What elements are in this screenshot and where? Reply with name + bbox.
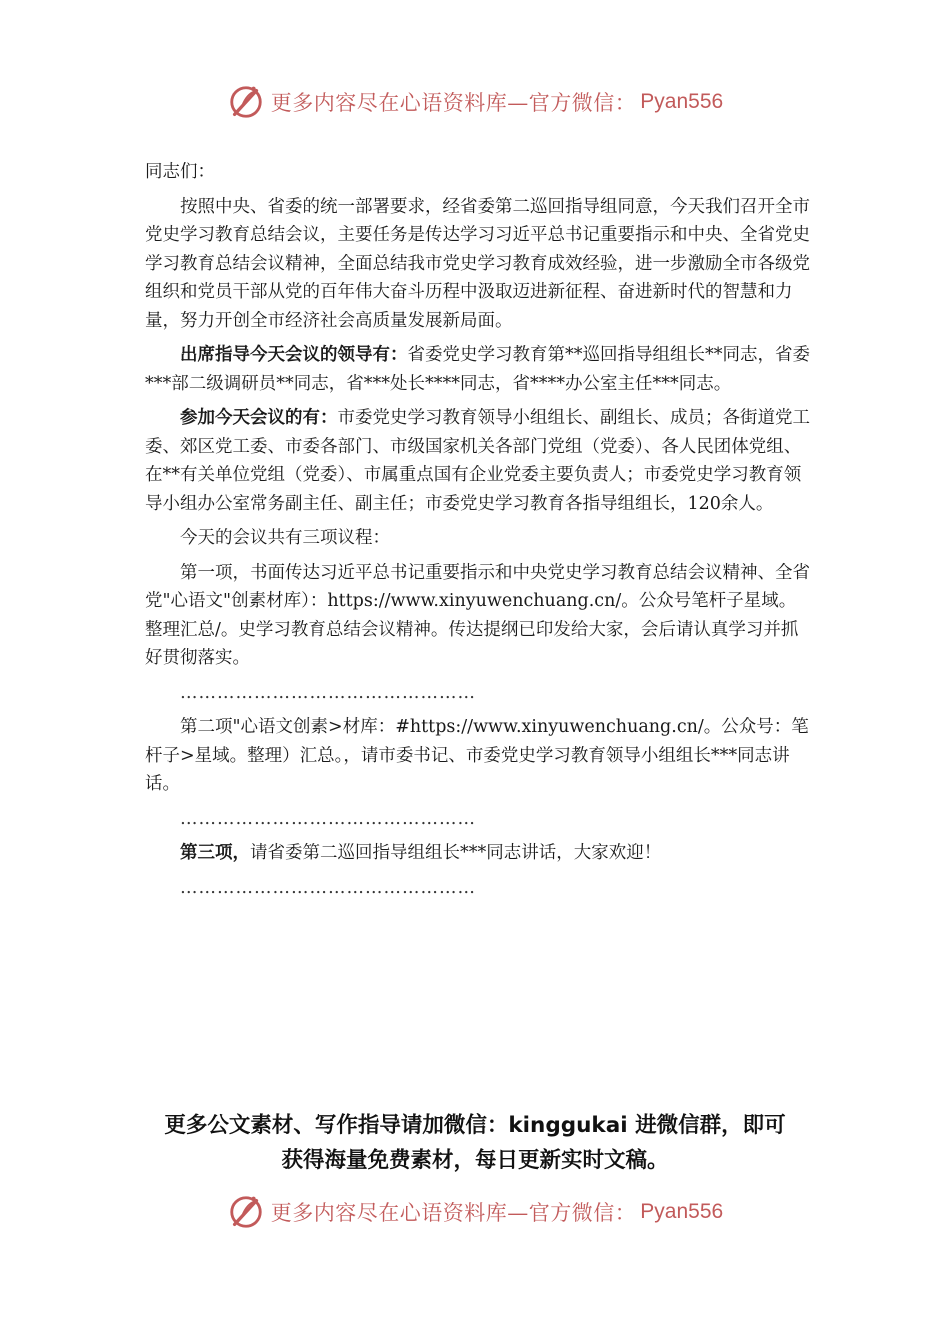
attendees-label: 参加今天会议的有： — [180, 408, 338, 428]
salutation: 同志们： — [145, 162, 215, 182]
banner-text: 更多内容尽在心语资料库—官方微信： — [270, 1201, 637, 1225]
footer-line-1: 更多公文素材、写作指导请加微信：kinggukai 进微信群，即可 — [164, 1113, 786, 1138]
opening-paragraph: 按照中央、省委的统一部署要求，经省委第二巡回指导组同意，今天我们召开全市党史学习教育总结会议，主要任务是传达学习习近平总书记重要指示和中央、全省党史学习教育总结会议精神，全面总结我市党史学习教育成效经验，进一步激励全市各级党组织和党员干部从党的百年伟大奋斗历程中汲取迈进新征程、奋进新时代的智慧和力量，努力开创全市经济社会高质量发展新局面。 — [145, 196, 810, 331]
ellipsis-divider-1: ………………………………………… — [180, 682, 476, 703]
agenda-item-3 — [145, 839, 810, 868]
footer-promo-note — [0, 1108, 950, 1178]
agenda-intro: 今天的会议共有三项议程： — [180, 528, 390, 548]
footer-watermark-banner — [0, 1192, 950, 1232]
ellipsis-divider-3: ………………………………………… — [180, 877, 476, 898]
item3-text: 请省委第二巡回指导组组长***同志讲话，大家欢迎！ — [250, 843, 662, 863]
ellipsis-divider-2: ………………………………………… — [180, 808, 476, 829]
leaders-text: 省委党史学习教育第**巡回指导组组长**同志，省委***部二级调研员**同志，省***处长****同志，省****办公室主任***同志。 — [145, 345, 810, 394]
banner-wechat-id: Pyan556 — [640, 1200, 724, 1223]
attendees-text: 市委党史学习教育领导小组组长、副组长、成员；各街道党工委、郊区党工委、市委各部门、市级国家机关各部门党组（党委）、各人民团体党组、在**有关单位党组（党委）、市属重点国有企业党委主要负责人；市委党史学习教育领导小组办公室常务副主任、副主任；市委党史学习教育各指导组组长，120余人。 — [145, 408, 810, 514]
agenda-item-2: 第二项"心语文创素>材库：#https://www.xinyuwenchuang.cn/。公众号：笔杆子>星域。整理）汇总。，请市委书记、市委党史学习教育领导小组组长***同志讲话。 — [145, 717, 809, 794]
quill-logo-icon — [227, 83, 265, 121]
footer-line-2: 获得海量免费素材，每日更新实时文稿。 — [281, 1148, 669, 1173]
agenda-item-1: 第一项，书面传达习近平总书记重要指示和中央党史学习教育总结会议精神、全省党"心语文"创素材库）：https://www.xinyuwenchuang.cn/。公众号笔杆子星域。整理汇总/。史学习教育总结会议精神。传达提纲已印发给大家，会后请认真学习并抓好贯彻落实。 — [145, 562, 810, 668]
document-body — [145, 158, 810, 908]
leaders-paragraph — [145, 341, 810, 398]
banner-text: 更多内容尽在心语资料库—官方微信： — [270, 91, 637, 115]
item3-label: 第三项， — [180, 843, 250, 863]
leaders-label: 出席指导今天会议的领导有： — [180, 345, 408, 365]
attendees-paragraph — [145, 404, 810, 518]
quill-logo-icon — [227, 1193, 265, 1231]
banner-wechat-id: Pyan556 — [640, 90, 724, 113]
header-watermark-banner — [0, 82, 950, 122]
